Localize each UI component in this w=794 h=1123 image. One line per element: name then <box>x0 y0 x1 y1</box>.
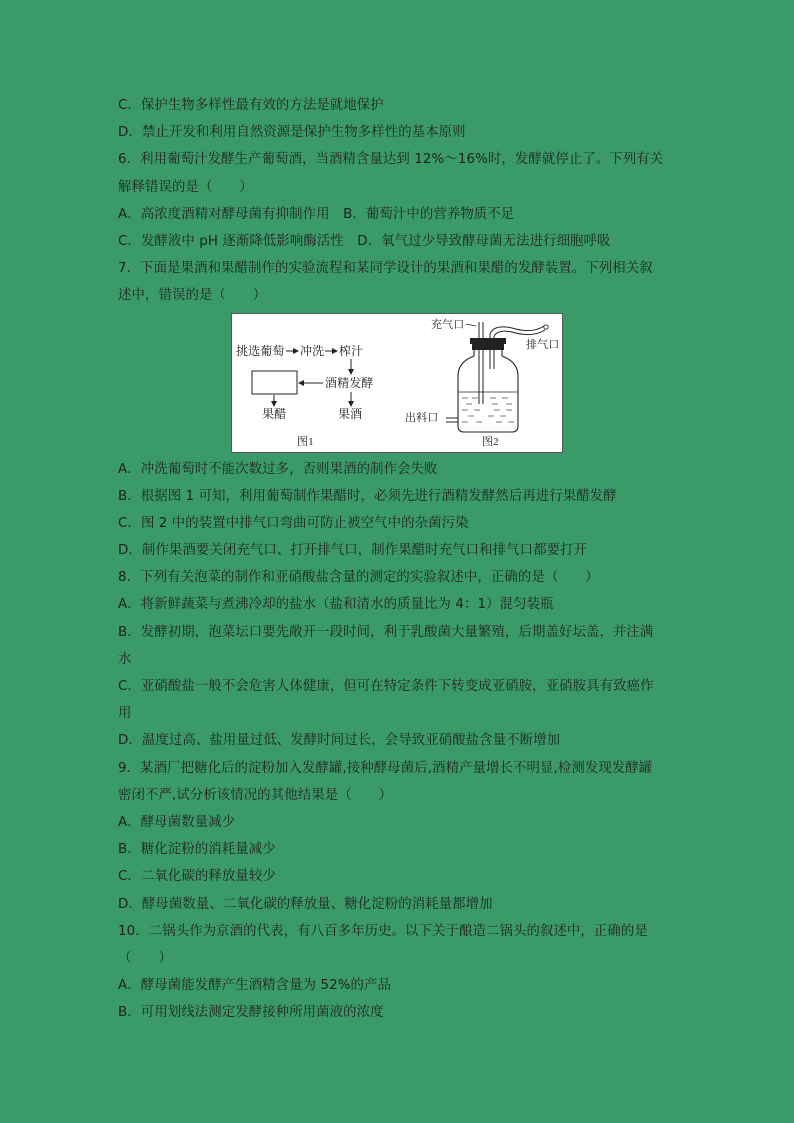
question-text <box>118 92 678 1026</box>
question-6-options-ab: A．高浓度酒精对酵母菌有抑制作用 B．葡萄汁中的营养物质不足 <box>118 206 515 222</box>
question-10-option-a: A．酵母菌能发酵产生酒精含量为 52%的产品 <box>118 978 392 994</box>
question-7-option-d: D．制作果酒要关闭充气口、打开排气口，制作果醋时充气口和排气口都要打开 <box>118 543 588 559</box>
empty-box <box>252 371 297 394</box>
flow-juice: 榨汁 <box>339 343 364 358</box>
question-10-stem-2: （ ） <box>118 950 172 966</box>
question-6-stem-2: 解释错误的是（ ） <box>118 179 253 195</box>
question-9-option-b: B．糖化淀粉的消耗量减少 <box>118 842 276 858</box>
question-9-option-a: A．酵母菌数量减少 <box>118 814 236 830</box>
question-9-option-c: C．二氧化碳的释放量较少 <box>118 869 276 885</box>
flow-wash: 冲洗 <box>300 343 325 358</box>
option-d-q5: D．禁止开发和利用自然资源是保护生物多样性的基本原则 <box>118 125 466 141</box>
fermentation-figure <box>231 313 563 453</box>
question-8-stem: 8．下列有关泡菜的制作和亚硝酸盐含量的测定的实验叙述中，正确的是（ ） <box>118 570 599 586</box>
flow-vinegar: 果醋 <box>262 406 287 421</box>
flow-pick: 挑选葡萄 <box>236 343 285 358</box>
question-8-option-b-1: B．发酵初期，泡菜坛口要先敞开一段时间，利于乳酸菌大量繁殖，后期盖好坛盖，并注满 <box>118 624 654 640</box>
leader-line <box>466 324 476 326</box>
fig1-label: 图1 <box>297 435 314 448</box>
question-10-option-b: B．可用划线法测定发酵接种所用菌液的浓度 <box>118 1005 384 1021</box>
question-9-stem-2: 密闭不严,试分析该情况的其他结果是（ ） <box>118 787 393 803</box>
outlet-curve <box>494 330 545 336</box>
flow-alcohol-ferm: 酒精发酵 <box>325 375 374 390</box>
label-discharge: 出料口 <box>405 411 439 424</box>
fig2-label: 图2 <box>482 435 499 448</box>
question-10-stem-1: 10．二锅头作为京酒的代表，有八百多年历史。以下关于酿造二锅头的叙述中，正确的是 <box>118 923 648 939</box>
flow-wine: 果酒 <box>338 406 363 421</box>
stopper <box>470 338 506 344</box>
question-8-option-b-2: 水 <box>118 651 132 667</box>
question-6-stem-1: 6．利用葡萄汁发酵生产葡萄酒，当酒精含量达到 12%～16%时，发酵就停止了。下列有关 <box>118 152 664 168</box>
label-outlet: 排气口 <box>526 338 560 351</box>
question-8-option-c-2: 用 <box>118 706 132 722</box>
bottle <box>458 350 518 432</box>
stopper <box>472 344 504 350</box>
outlet-end <box>544 324 548 328</box>
question-7-stem-1: 7．下面是果酒和果醋制作的实验流程和某同学设计的果酒和果醋的发酵装置。下列相关叙 <box>118 261 653 277</box>
label-inlet: 充气口 <box>431 318 465 331</box>
question-7-option-b: B．根据图 1 可知，利用葡萄制作果醋时，必须先进行酒精发酵然后再进行果醋发酵 <box>118 488 617 504</box>
question-8-option-d: D．温度过高、盐用量过低、发酵时间过长，会导致亚硝酸盐含量不断增加 <box>118 733 561 749</box>
liquid <box>462 398 514 422</box>
question-8-option-c-1: C．亚硝酸盐一般不会危害人体健康，但可在特定条件下转变成亚硝胺，亚硝胺具有致癌作 <box>118 679 654 694</box>
question-9-stem-1: 9．某酒厂把糖化后的淀粉加入发酵罐,接种酵母菌后,酒精产量增长不明显,检测发现发酵罐 <box>118 760 653 776</box>
question-7-option-a: A．冲洗葡萄时不能次数过多，否则果酒的制作会失败 <box>118 461 438 477</box>
question-7-option-c: C．图 2 中的装置中排气口弯曲可防止被空气中的杂菌污染 <box>118 515 469 531</box>
figure-drawing <box>232 314 562 452</box>
option-c-q5: C．保护生物多样性最有效的方法是就地保护 <box>118 98 384 113</box>
question-6-options-cd: C．发酵液中 pH 逐渐降低影响酶活性 D．氧气过少导致酵母菌无法进行细胞呼吸 <box>118 233 611 249</box>
question-9-option-d: D．酵母菌数量、二氧化碳的释放量、糖化淀粉的消耗量都增加 <box>118 896 493 912</box>
question-7-stem-2: 述中，错误的是（ ） <box>118 288 267 304</box>
question-8-option-a: A．将新鲜蔬菜与煮沸冷却的盐水（盐和清水的质量比为 4：1）混匀装瓶 <box>118 597 554 613</box>
